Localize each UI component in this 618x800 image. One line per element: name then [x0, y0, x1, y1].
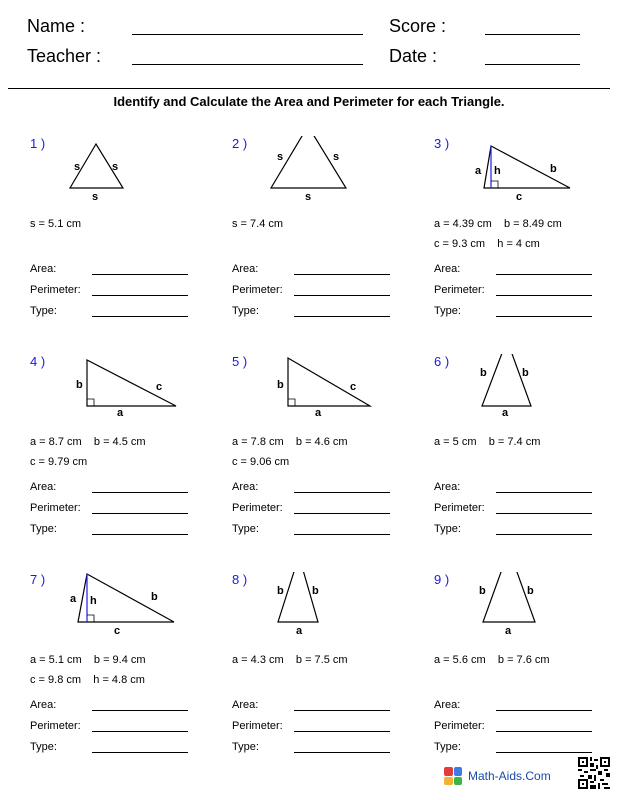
side-label-left: b: [277, 585, 284, 597]
perimeter-answer-field[interactable]: [92, 731, 188, 732]
area-label: Area:: [30, 699, 57, 711]
date-label: Date :: [389, 46, 438, 66]
area-label: Area:: [232, 699, 259, 711]
side-label-left: s: [277, 151, 284, 163]
triangle-figure: [30, 572, 230, 642]
type-label: Type:: [434, 523, 461, 535]
given-line: c = 9.3 cm h = 4 cm: [434, 238, 540, 250]
given-line: a = 4.3 cm b = 7.5 cm: [232, 654, 348, 666]
type-answer-field[interactable]: [294, 752, 390, 753]
type-answer-field[interactable]: [496, 316, 592, 317]
type-answer-field[interactable]: [294, 316, 390, 317]
right-angle-mark: [87, 399, 94, 406]
side-label-right: b: [522, 367, 529, 379]
teacher-field[interactable]: [132, 64, 363, 65]
type-label: Type:: [434, 741, 461, 753]
worksheet-title: Identify and Calculate the Area and Perimeter for each Triangle.: [113, 94, 505, 109]
name-field[interactable]: [132, 34, 363, 35]
area-answer-field[interactable]: [496, 710, 592, 711]
problem-number: 3 ): [434, 136, 450, 151]
area-label: Area:: [30, 481, 57, 493]
given-line: a = 5 cm b = 7.4 cm: [434, 436, 541, 448]
side-label-c: c: [516, 191, 523, 203]
area-label: Area:: [232, 481, 259, 493]
date-field[interactable]: [485, 64, 580, 65]
problem-8: [232, 572, 432, 782]
score-field[interactable]: [485, 34, 580, 35]
perimeter-answer-field[interactable]: [496, 513, 592, 514]
area-label: Area:: [434, 263, 461, 275]
area-answer-field[interactable]: [496, 274, 592, 275]
problem-2: [232, 136, 432, 346]
problem-number: 4 ): [30, 354, 46, 369]
type-label: Type:: [434, 305, 461, 317]
problem-9: [434, 572, 618, 782]
perimeter-answer-field[interactable]: [92, 295, 188, 296]
given-line: a = 5.6 cm b = 7.6 cm: [434, 654, 550, 666]
perimeter-label: Perimeter:: [30, 720, 81, 732]
given-line: a = 7.8 cm b = 4.6 cm: [232, 436, 348, 448]
perimeter-answer-field[interactable]: [294, 731, 390, 732]
problem-7: [30, 572, 230, 782]
area-label: Area:: [434, 699, 461, 711]
side-label-base: a: [502, 407, 509, 419]
given-line: c = 9.06 cm: [232, 456, 290, 468]
height-label: h: [90, 595, 97, 607]
logo-cell-icon: [444, 767, 453, 776]
side-label-a: a: [475, 165, 482, 177]
area-answer-field[interactable]: [294, 492, 390, 493]
given-line: a = 8.7 cm b = 4.5 cm: [30, 436, 146, 448]
triangle-figure: [30, 136, 230, 206]
height-label: h: [494, 165, 501, 177]
area-answer-field[interactable]: [294, 274, 390, 275]
teacher-label: Teacher :: [27, 46, 102, 66]
side-label-right: b: [312, 585, 319, 597]
type-label: Type:: [232, 305, 259, 317]
perimeter-answer-field[interactable]: [92, 513, 188, 514]
problem-number: 7 ): [30, 572, 46, 587]
problem-5: [232, 354, 432, 564]
problem-number: 9 ): [434, 572, 450, 587]
area-answer-field[interactable]: [294, 710, 390, 711]
problem-4: [30, 354, 230, 564]
triangle-figure: [30, 354, 230, 424]
type-answer-field[interactable]: [92, 534, 188, 535]
area-answer-field[interactable]: [92, 274, 188, 275]
perimeter-answer-field[interactable]: [294, 513, 390, 514]
type-answer-field[interactable]: [92, 316, 188, 317]
side-label-c: c: [114, 625, 121, 637]
side-label-right: s: [112, 161, 119, 173]
area-label: Area:: [434, 481, 461, 493]
given-line: a = 4.39 cm b = 8.49 cm: [434, 218, 562, 230]
right-angle-mark: [491, 181, 498, 188]
problem-number: 5 ): [232, 354, 248, 369]
side-label-base: s: [305, 191, 312, 203]
given-line: c = 9.8 cm h = 4.8 cm: [30, 674, 145, 686]
type-label: Type:: [30, 305, 57, 317]
side-label-b: b: [76, 379, 83, 391]
perimeter-label: Perimeter:: [30, 502, 81, 514]
perimeter-answer-field[interactable]: [496, 731, 592, 732]
side-label-left: b: [480, 367, 487, 379]
side-label-c: c: [350, 381, 357, 393]
perimeter-label: Perimeter:: [434, 502, 485, 514]
triangle-figure: [232, 572, 432, 642]
perimeter-label: Perimeter:: [434, 284, 485, 296]
logo-cell-icon: [454, 767, 463, 776]
right-angle-mark: [87, 615, 94, 622]
side-label-base: a: [505, 625, 512, 637]
problem-number: 6 ): [434, 354, 450, 369]
type-answer-field[interactable]: [92, 752, 188, 753]
given-line: a = 5.1 cm b = 9.4 cm: [30, 654, 146, 666]
perimeter-label: Perimeter:: [30, 284, 81, 296]
problem-1: [30, 136, 230, 346]
area-answer-field[interactable]: [496, 492, 592, 493]
right-angle-mark: [288, 399, 295, 406]
triangle-figure: [232, 354, 432, 424]
problem-3: [434, 136, 618, 346]
side-label-b: b: [277, 379, 284, 391]
problem-number: 1 ): [30, 136, 46, 151]
type-label: Type:: [30, 523, 57, 535]
perimeter-label: Perimeter:: [434, 720, 485, 732]
type-label: Type:: [232, 741, 259, 753]
triangle-figure: [434, 572, 618, 642]
side-label-a: a: [70, 593, 77, 605]
perimeter-answer-field[interactable]: [496, 295, 592, 296]
perimeter-label: Perimeter:: [232, 720, 283, 732]
perimeter-label: Perimeter:: [232, 502, 283, 514]
perimeter-label: Perimeter:: [232, 284, 283, 296]
qr-code-icon: [578, 757, 610, 789]
side-label-left: s: [74, 161, 81, 173]
side-label-right: b: [527, 585, 534, 597]
side-label-right: s: [333, 151, 340, 163]
triangle-figure: [434, 354, 618, 424]
problem-number: 8 ): [232, 572, 248, 587]
given-line: s = 7.4 cm: [232, 218, 284, 230]
area-answer-field[interactable]: [92, 710, 188, 711]
type-answer-field[interactable]: [496, 534, 592, 535]
given-line: c = 9.79 cm: [30, 456, 88, 468]
side-label-left: b: [479, 585, 486, 597]
type-label: Type:: [232, 523, 259, 535]
side-label-base: a: [296, 625, 303, 637]
math-aids-logo-icon: [444, 767, 462, 785]
score-label: Score :: [389, 16, 447, 36]
side-label-b: b: [151, 591, 158, 603]
logo-cell-icon: [444, 777, 453, 786]
triangle-figure: [434, 136, 618, 206]
side-label-a: a: [315, 407, 322, 419]
area-label: Area:: [232, 263, 259, 275]
name-label: Name :: [27, 16, 86, 36]
side-label-base: s: [92, 191, 99, 203]
header-divider: [8, 88, 610, 89]
triangle-figure: [232, 136, 432, 206]
area-label: Area:: [30, 263, 57, 275]
type-label: Type:: [30, 741, 57, 753]
problem-6: [434, 354, 618, 564]
given-line: s = 5.1 cm: [30, 218, 82, 230]
brand-name[interactable]: Math-Aids.Com: [468, 769, 551, 783]
side-label-c: c: [156, 381, 163, 393]
side-label-b: b: [550, 163, 557, 175]
footer-brand[interactable]: [444, 767, 551, 785]
type-answer-field[interactable]: [294, 534, 390, 535]
area-answer-field[interactable]: [92, 492, 188, 493]
perimeter-answer-field[interactable]: [294, 295, 390, 296]
problem-number: 2 ): [232, 136, 248, 151]
type-answer-field[interactable]: [496, 752, 592, 753]
side-label-a: a: [117, 407, 124, 419]
logo-cell-icon: [454, 777, 463, 786]
